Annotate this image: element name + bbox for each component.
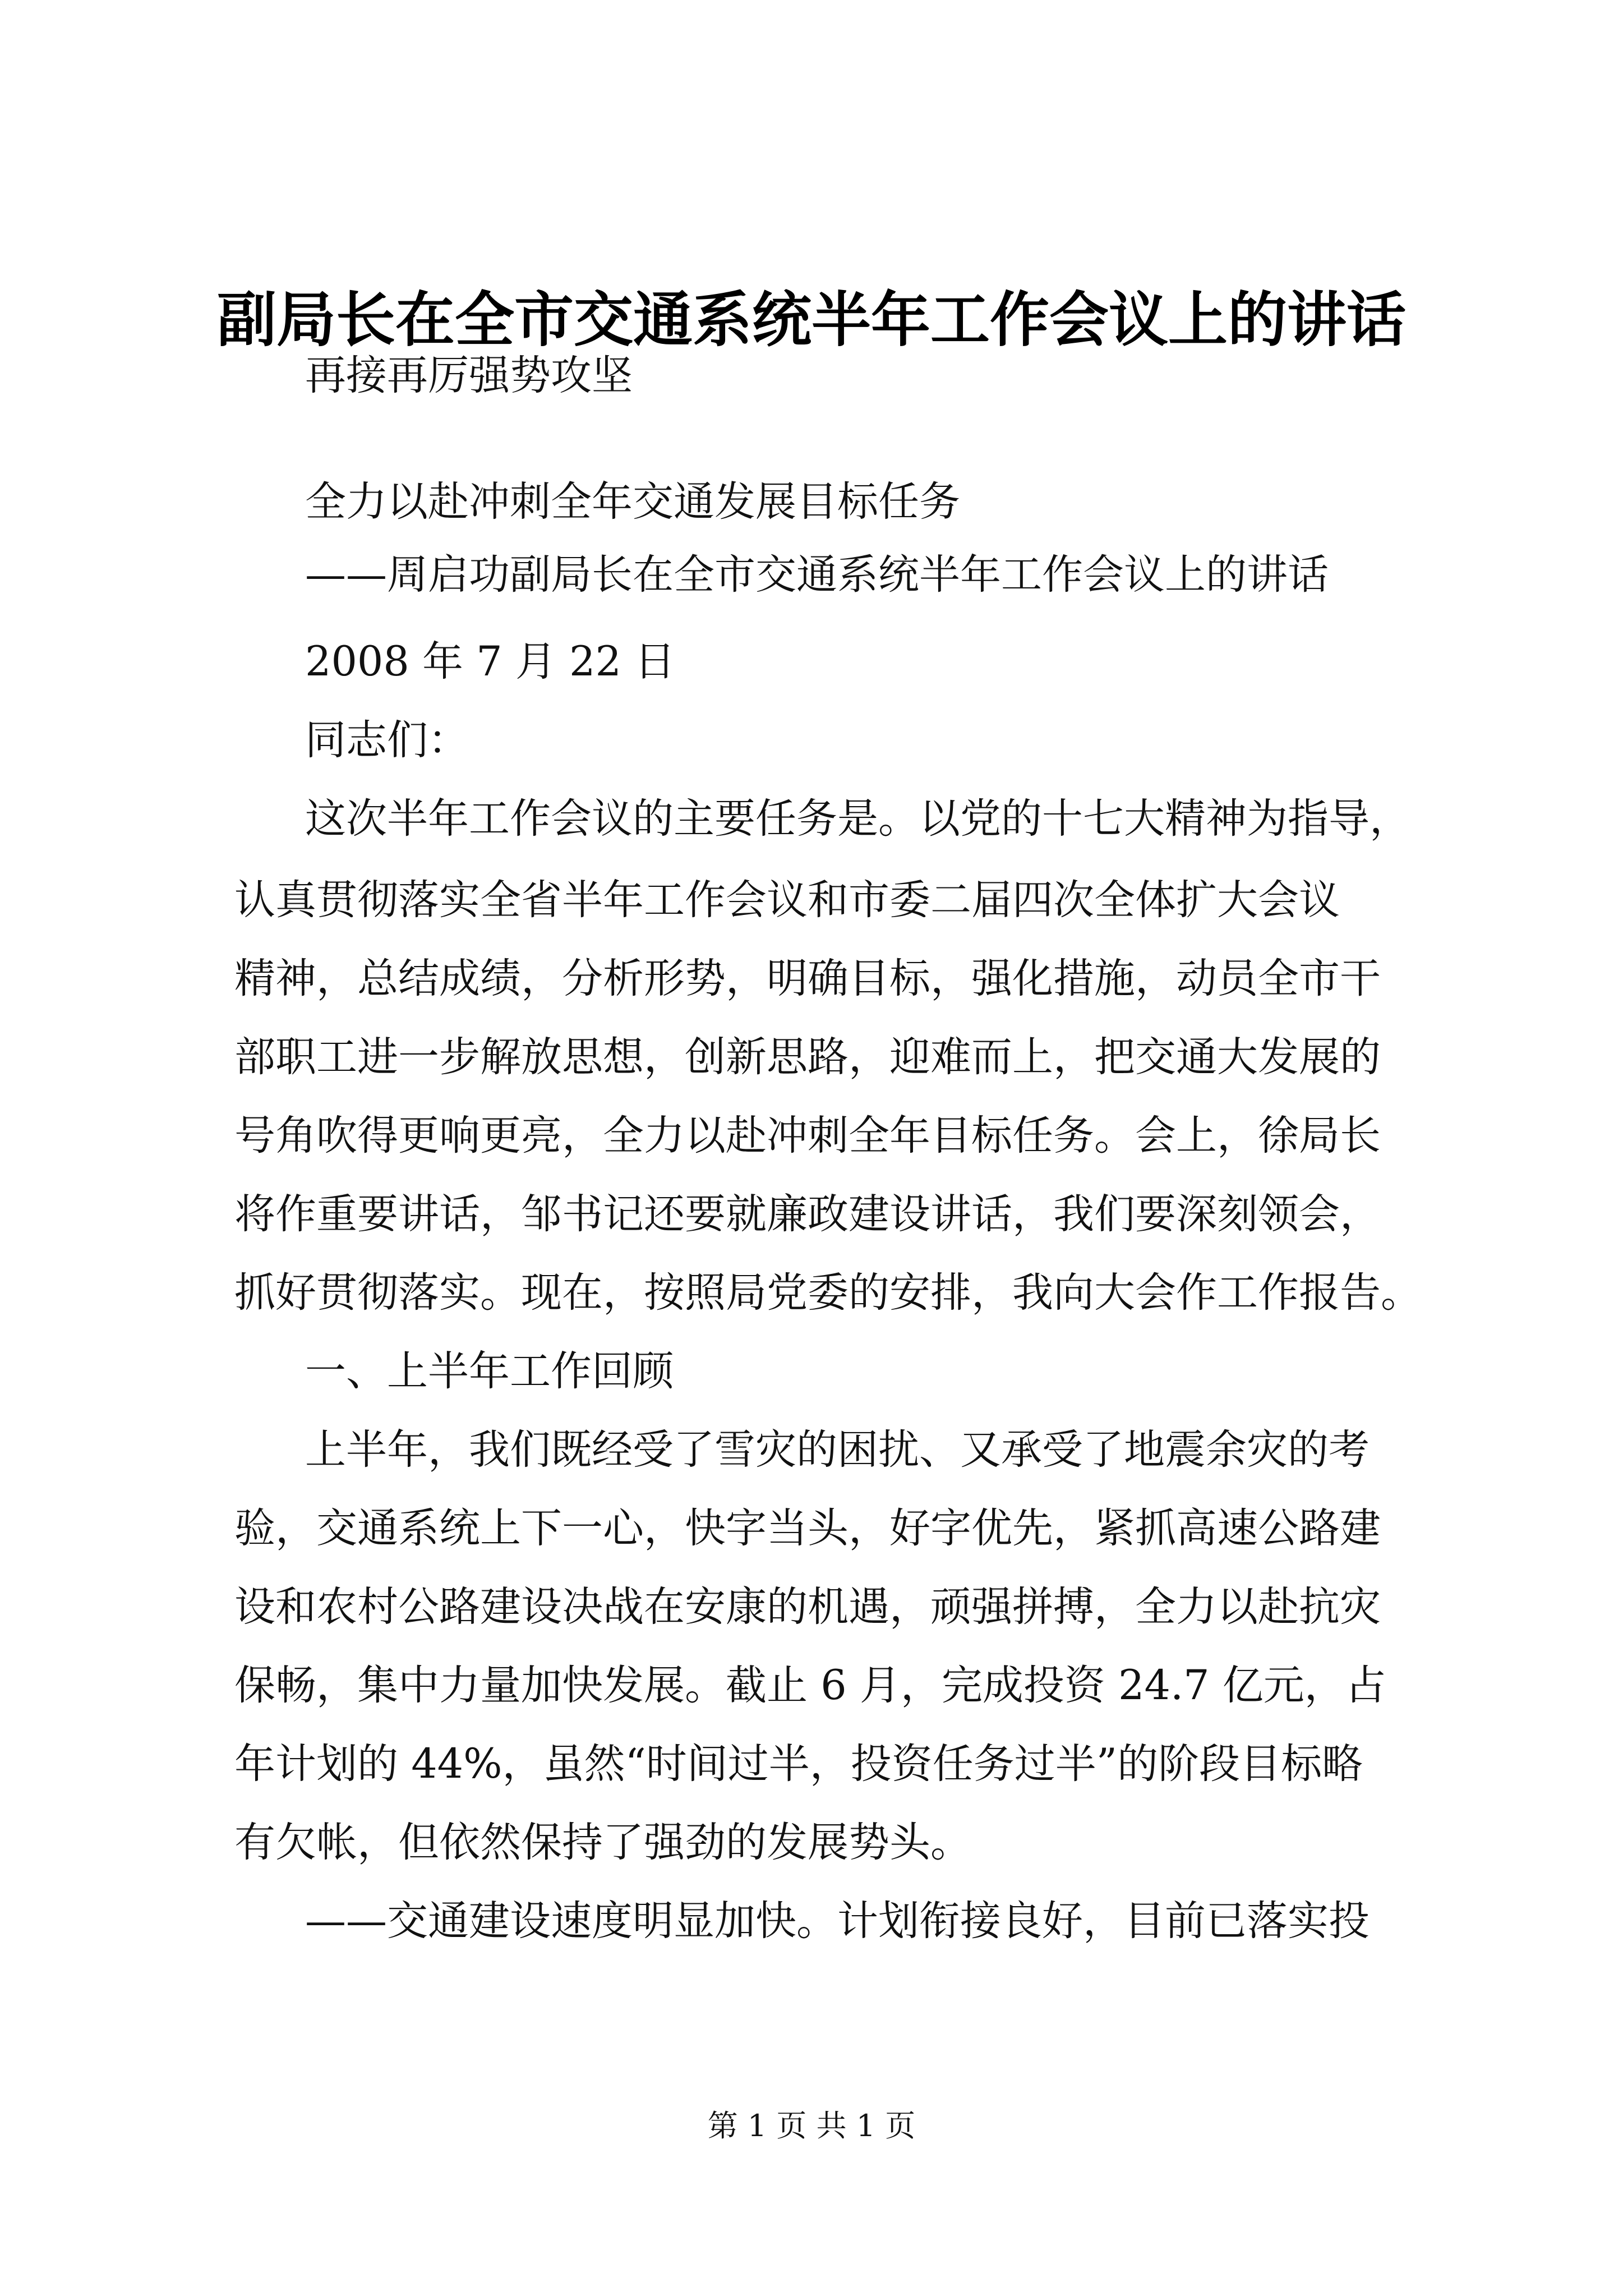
section-heading: 一、上半年工作回顾 bbox=[305, 1347, 674, 1395]
paragraph-line: 将作重要讲话，邹书记还要就廉政建设讲话，我们要深刻领会， bbox=[234, 1190, 1381, 1238]
paragraph-line: 保畅，集中力量加快发展。截止 6 月，完成投资 24.7 亿元，占 bbox=[234, 1662, 1386, 1709]
subtitle-line-3: ——周启功副局长在全市交通系统半年工作会议上的讲话 bbox=[305, 551, 1329, 599]
paragraph-line: 这次半年工作会议的主要任务是。以党的十七大精神为指导， bbox=[305, 795, 1410, 843]
subtitle-line-1: 再接再厉强势攻坚 bbox=[305, 352, 633, 399]
document-title: 副局长在全市交通系统半年工作会议上的讲话 bbox=[217, 284, 1406, 355]
paragraph-line: 认真贯彻落实全省半年工作会议和市委二届四次全体扩大会议 bbox=[234, 876, 1340, 924]
page-number-footer: 第 1 页 共 1 页 bbox=[707, 2108, 916, 2143]
salutation: 同志们： bbox=[305, 716, 469, 764]
paragraph-line: 上半年，我们既经受了雪灾的困扰、又承受了地震余灾的考 bbox=[305, 1426, 1370, 1474]
paragraph-line: ——交通建设速度明显加快。计划衔接良好，目前已落实投 bbox=[305, 1897, 1370, 1945]
paragraph-line: 年计划的 44%，虽然“时间过半，投资任务过半”的阶段目标略 bbox=[234, 1740, 1363, 1788]
paragraph-line: 号角吹得更响更亮，全力以赴冲刺全年目标任务。会上，徐局长 bbox=[234, 1112, 1381, 1159]
subtitle-line-2: 全力以赴冲刺全年交通发展目标任务 bbox=[305, 478, 960, 526]
date-line: 2008 年 7 月 22 日 bbox=[305, 638, 676, 685]
paragraph-line: 有欠帐，但依然保持了强劲的发展势头。 bbox=[234, 1819, 971, 1866]
paragraph-line: 验，交通系统上下一心，快字当头，好字优先，紧抓高速公路建 bbox=[234, 1504, 1381, 1552]
paragraph-line: 抓好贯彻落实。现在，按照局党委的安排，我向大会作工作报告。 bbox=[234, 1269, 1422, 1317]
paragraph-line: 设和农村公路建设决战在安康的机遇，顽强拼搏，全力以赴抗灾 bbox=[234, 1583, 1381, 1631]
paragraph-line: 精神，总结成绩，分析形势，明确目标，强化措施，动员全市干 bbox=[234, 955, 1381, 1002]
paragraph-line: 部职工进一步解放思想，创新思路，迎难而上，把交通大发展的 bbox=[234, 1033, 1381, 1081]
